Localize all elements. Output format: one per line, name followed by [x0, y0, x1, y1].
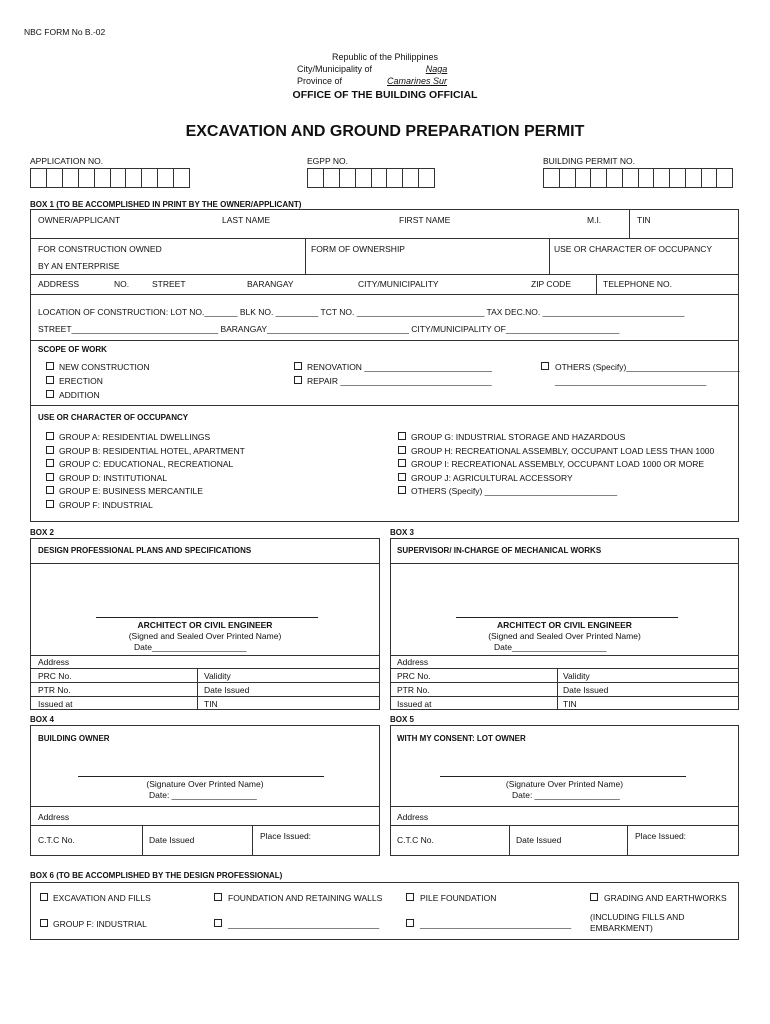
use-character-label: USE OR CHARACTER OF OCCUPANCY: [554, 244, 713, 254]
form-number: NBC FORM No B.-02: [24, 27, 106, 37]
box2-label: BOX 2: [30, 528, 55, 537]
pile-foundation-checkbox[interactable]: [406, 893, 414, 901]
grading-checkbox[interactable]: [590, 893, 598, 901]
egpp-no-label: EGPP NO.: [307, 156, 348, 166]
group-e-label: GROUP E: BUSINESS MERCANTILE: [59, 486, 203, 496]
application-no-field[interactable]: [30, 168, 190, 188]
others-checkbox[interactable]: [541, 362, 549, 370]
group-i-label: GROUP I: RECREATIONAL ASSEMBLY, OCCUPANT LOAD 1000 OR MORE: [411, 459, 705, 469]
box5-address: Address: [397, 812, 429, 822]
box4-address: Address: [38, 812, 70, 822]
group-g-checkbox[interactable]: [398, 432, 406, 440]
last-name-label: LAST NAME: [222, 215, 271, 225]
group-h-checkbox[interactable]: [398, 446, 406, 454]
box4-label: BOX 4: [30, 715, 55, 724]
tin-label: TIN: [637, 215, 651, 225]
group-a-checkbox[interactable]: [46, 432, 54, 440]
box3-signed: (Signed and Sealed Over Printed Name): [488, 631, 641, 641]
application-no-label: APPLICATION NO.: [30, 156, 104, 166]
box5-place-issued: Place Issued:: [635, 831, 687, 841]
box3-label: BOX 3: [390, 528, 415, 537]
box3-address: Address: [397, 657, 429, 667]
scope-title: SCOPE OF WORK: [38, 345, 107, 354]
box2-prc: PRC No.: [38, 671, 72, 681]
erection-label: ERECTION: [59, 376, 103, 386]
renovation-label: RENOVATION ___________________________: [307, 362, 492, 372]
repair-checkbox[interactable]: [294, 376, 302, 384]
new-construction-label: NEW CONSTRUCTION: [59, 362, 150, 372]
box3-date-issued: Date Issued: [563, 685, 609, 695]
box6-blank2-line[interactable]: ________________________________: [420, 919, 572, 929]
box2-signer: ARCHITECT OR CIVIL ENGINEER: [137, 620, 273, 630]
box2-tin: TIN: [204, 699, 218, 709]
box1-title: BOX 1 (TO BE ACCOMPLISHED IN PRINT BY THE OWNER/APPLICANT): [30, 200, 302, 209]
group-g-label: GROUP G: INDUSTRIAL STORAGE AND HAZARDOUS: [411, 432, 626, 442]
box4-title: BUILDING OWNER: [38, 734, 110, 743]
box3-tin: TIN: [563, 699, 577, 709]
box2-date-issued: Date Issued: [204, 685, 250, 695]
box6-blank2-checkbox[interactable]: [406, 919, 414, 927]
group-c-checkbox[interactable]: [46, 459, 54, 467]
box3-ptr: PTR No.: [397, 685, 430, 695]
group-a-label: GROUP A: RESIDENTIAL DWELLINGS: [59, 432, 211, 442]
first-name-label: FIRST NAME: [399, 215, 451, 225]
box6-blank1-checkbox[interactable]: [214, 919, 222, 927]
box2-issued-at: Issued at: [38, 699, 73, 709]
group-c-label: GROUP C: EDUCATIONAL, RECREATIONAL: [59, 459, 234, 469]
group-e-checkbox[interactable]: [46, 486, 54, 494]
foundation-checkbox[interactable]: [214, 893, 222, 901]
box6-title: BOX 6 (TO BE ACCOMPLISHED BY THE DESIGN PROFESSIONAL): [30, 871, 283, 880]
pile-foundation-label: PILE FOUNDATION: [420, 893, 497, 903]
grading-label: GRADING AND EARTHWORKS: [604, 893, 727, 903]
group-b-label: GROUP B: RESIDENTIAL HOTEL, APARTMENT: [59, 446, 245, 456]
group-i-checkbox[interactable]: [398, 459, 406, 467]
box2-validity: Validity: [204, 671, 231, 681]
box2-address: Address: [38, 657, 70, 667]
box4-date[interactable]: Date: __________________: [149, 790, 257, 800]
city-municipality-label: CITY/MUNICIPALITY: [358, 279, 439, 289]
address-label: ADDRESS: [38, 279, 80, 289]
page-title: EXCAVATION AND GROUND PREPARATION PERMIT: [185, 123, 585, 140]
occupancy-title: USE OR CHARACTER OF OCCUPANCY: [38, 413, 189, 422]
excavation-checkbox[interactable]: [40, 893, 48, 901]
box4-place-issued: Place Issued:: [260, 831, 312, 841]
addition-checkbox[interactable]: [46, 390, 54, 398]
box2-ptr: PTR No.: [38, 685, 71, 695]
box5-title: WITH MY CONSENT: LOT OWNER: [397, 734, 526, 743]
telephone-label: TELEPHONE NO.: [603, 279, 672, 289]
group-d-label: GROUP D: INSTITUTIONAL: [59, 473, 167, 483]
addition-label: ADDITION: [59, 390, 100, 400]
building-permit-no-label: BUILDING PERMIT NO.: [543, 156, 635, 166]
repair-label: REPAIR ________________________________: [307, 376, 492, 386]
box3-validity: Validity: [563, 671, 590, 681]
box5-date[interactable]: Date: __________________: [512, 790, 620, 800]
box5-label: BOX 5: [390, 715, 415, 724]
street-label: STREET: [152, 279, 186, 289]
including-fills-label: (INCLUDING FILLS AND: [590, 912, 685, 922]
box4-signature: (Signature Over Printed Name): [146, 779, 264, 789]
office-title: OFFICE OF THE BUILDING OFFICIAL: [292, 89, 478, 101]
mi-label: M.I.: [587, 215, 602, 225]
erection-checkbox[interactable]: [46, 376, 54, 384]
box2-title: DESIGN PROFESSIONAL PLANS AND SPECIFICATIONS: [38, 546, 252, 555]
box5-signature: (Signature Over Printed Name): [505, 779, 624, 789]
address-no-label: NO.: [114, 279, 130, 289]
group-j-label: GROUP J: AGRICULTURAL ACCESSORY: [411, 473, 573, 483]
new-construction-checkbox[interactable]: [46, 362, 54, 370]
egpp-no-field[interactable]: [307, 168, 435, 188]
embarkment-label: EMBARKMENT): [590, 923, 653, 933]
occupancy-others-label: OTHERS (Specify) ____________________________: [411, 486, 618, 496]
group-f-label: GROUP F: INDUSTRIAL: [59, 500, 153, 510]
group-d-checkbox[interactable]: [46, 473, 54, 481]
box5-ctc: C.T.C No.: [397, 835, 434, 845]
group-j-checkbox[interactable]: [398, 473, 406, 481]
province-label: Province of: [297, 76, 343, 86]
for-construction-label: FOR CONSTRUCTION OWNED: [38, 244, 162, 254]
zip-code-label: ZIP CODE: [531, 279, 571, 289]
province-value: Camarines Sur: [386, 76, 448, 86]
location-line[interactable]: LOCATION OF CONSTRUCTION: LOT NO._______ BLK NO. _________ TCT NO. ___________________________ TAX DEC.NO. ______________________________: [38, 307, 685, 317]
box3-signer: ARCHITECT OR CIVIL ENGINEER: [497, 620, 632, 630]
barangay-label: BARANGAY: [247, 279, 294, 289]
others-line[interactable]: ________________________________: [555, 376, 707, 386]
city-label: City/Municipality of: [297, 64, 373, 74]
by-enterprise-label: BY AN ENTERPRISE: [38, 261, 120, 271]
others-label: OTHERS (Specify)________________________: [555, 362, 740, 372]
box2-signed: (Signed and Sealed Over Printed Name): [128, 631, 282, 641]
group-f-checkbox[interactable]: [46, 500, 54, 508]
box6-group-f-label: GROUP F: INDUSTRIAL: [53, 919, 147, 929]
street-line[interactable]: STREET_______________________________ BARANGAY______________________________ CITY/MUNICIPALITY OF________________________: [38, 324, 620, 334]
group-b-checkbox[interactable]: [46, 446, 54, 454]
building-permit-no-field[interactable]: [543, 168, 733, 188]
box3-prc: PRC No.: [397, 671, 431, 681]
box5-date-issued: Date Issued: [516, 835, 562, 845]
city-value: Naga: [425, 64, 448, 74]
box4-date-issued: Date Issued: [149, 835, 195, 845]
box4-ctc: C.T.C No.: [38, 835, 75, 845]
form-of-ownership-label: FORM OF OWNERSHIP: [311, 244, 405, 254]
occupancy-others-checkbox[interactable]: [398, 486, 406, 494]
box3-title: SUPERVISOR/ IN-CHARGE OF MECHANICAL WORKS: [397, 546, 602, 555]
republic-label: Republic of the Philippines: [331, 52, 439, 62]
box2-date[interactable]: Date____________________: [134, 642, 247, 652]
box6-group-f-checkbox[interactable]: [40, 919, 48, 927]
excavation-label: EXCAVATION AND FILLS: [53, 893, 151, 903]
box3-issued-at: Issued at: [397, 699, 432, 709]
foundation-label: FOUNDATION AND RETAINING WALLS: [228, 893, 383, 903]
box6-blank1-line[interactable]: ________________________________: [228, 919, 380, 929]
owner-applicant-label: OWNER/APPLICANT: [38, 215, 121, 225]
group-h-label: GROUP H: RECREATIONAL ASSEMBLY, OCCUPANT LOAD LESS THAN 1000: [411, 446, 715, 456]
renovation-checkbox[interactable]: [294, 362, 302, 370]
box3-date[interactable]: Date____________________: [494, 642, 607, 652]
